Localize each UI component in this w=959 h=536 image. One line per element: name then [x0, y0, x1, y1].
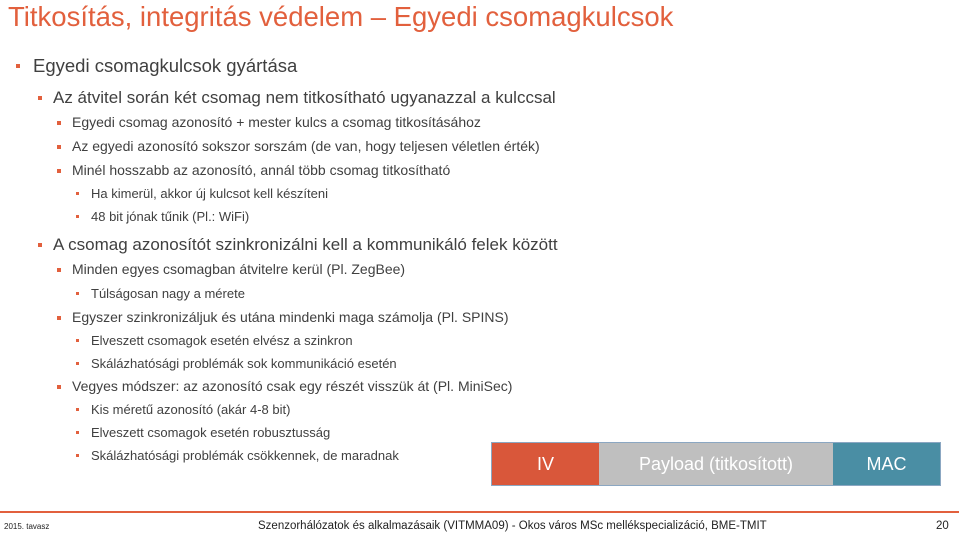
packet-mac-field: MAC [833, 443, 940, 485]
bullet-text: 48 bit jónak tűnik (Pl.: WiFi) [91, 209, 250, 224]
bullet-marker [57, 268, 61, 272]
bullet-text: Minél hosszabb az azonosító, annál több csomag titkosítható [72, 162, 451, 178]
bullet-marker [76, 431, 79, 434]
bullet-marker [57, 145, 61, 149]
bullet-text: Egyszer szinkronizáljuk és utána mindenki maga számolja (Pl. SPINS) [72, 309, 509, 325]
page-number: 20 [936, 520, 949, 532]
bullet-marker [57, 121, 61, 125]
bullet-marker [38, 96, 42, 100]
bullet-marker [76, 408, 79, 411]
bullet-marker [57, 316, 61, 320]
packet-payload-field: Payload (titkosított) [599, 443, 833, 485]
bullet-text: Skálázhatósági problémák csökkennek, de maradnak [91, 448, 399, 463]
bullet-text: Skálázhatósági problémák sok kommunikáció esetén [91, 356, 397, 371]
bullet-text: Elveszett csomagok esetén robusztusság [91, 425, 331, 440]
bullet-text: Elveszett csomagok esetén elvész a szinkron [91, 333, 353, 348]
footer-date: 2015. tavasz [4, 522, 50, 531]
bullet-marker [76, 362, 79, 365]
bullet-text: Minden egyes csomagban átvitelre kerül (Pl. ZegBee) [72, 261, 406, 277]
bullet-marker [76, 192, 79, 195]
packet-diagram [491, 442, 941, 486]
bullet-marker [76, 292, 79, 295]
bullet-marker [57, 169, 61, 173]
bullet-text: A csomag azonosítót szinkronizálni kell a kommunikáló felek között [53, 235, 558, 254]
bullet-text: Túlságosan nagy a mérete [91, 286, 245, 301]
bullet-text: Ha kimerül, akkor új kulcsot kell készíteni [91, 186, 328, 201]
bullet-text: Egyedi csomag azonosító + mester kulcs a csomag titkosításához [72, 114, 481, 130]
bullet-marker [38, 243, 42, 247]
bullet-marker [76, 454, 79, 457]
bullet-marker [57, 385, 61, 389]
slide-title: Titkosítás, integritás védelem – Egyedi csomagkulcsok [8, 1, 674, 32]
bullet-text: Kis méretű azonosító (akár 4-8 bit) [91, 402, 291, 417]
bullet-text: Az átvitel során két csomag nem titkosítható ugyanazzal a kulccsal [53, 88, 556, 107]
bullet-text: Az egyedi azonosító sokszor sorszám (de van, hogy teljesen véletlen érték) [72, 138, 540, 154]
bullet-marker [76, 215, 79, 218]
bullet-marker [76, 339, 79, 342]
packet-iv-field: IV [492, 443, 599, 485]
footer-course: Szenzorhálózatok és alkalmazásaik (VITMMA09) - Okos város MSc mellékspecializáció, BME-TMIT [258, 520, 767, 532]
bullet-marker [16, 64, 20, 68]
footer-divider [0, 511, 959, 513]
bullet-text: Vegyes módszer: az azonosító csak egy részét visszük át (Pl. MiniSec) [72, 378, 513, 394]
bullet-text: Egyedi csomagkulcsok gyártása [33, 55, 298, 76]
